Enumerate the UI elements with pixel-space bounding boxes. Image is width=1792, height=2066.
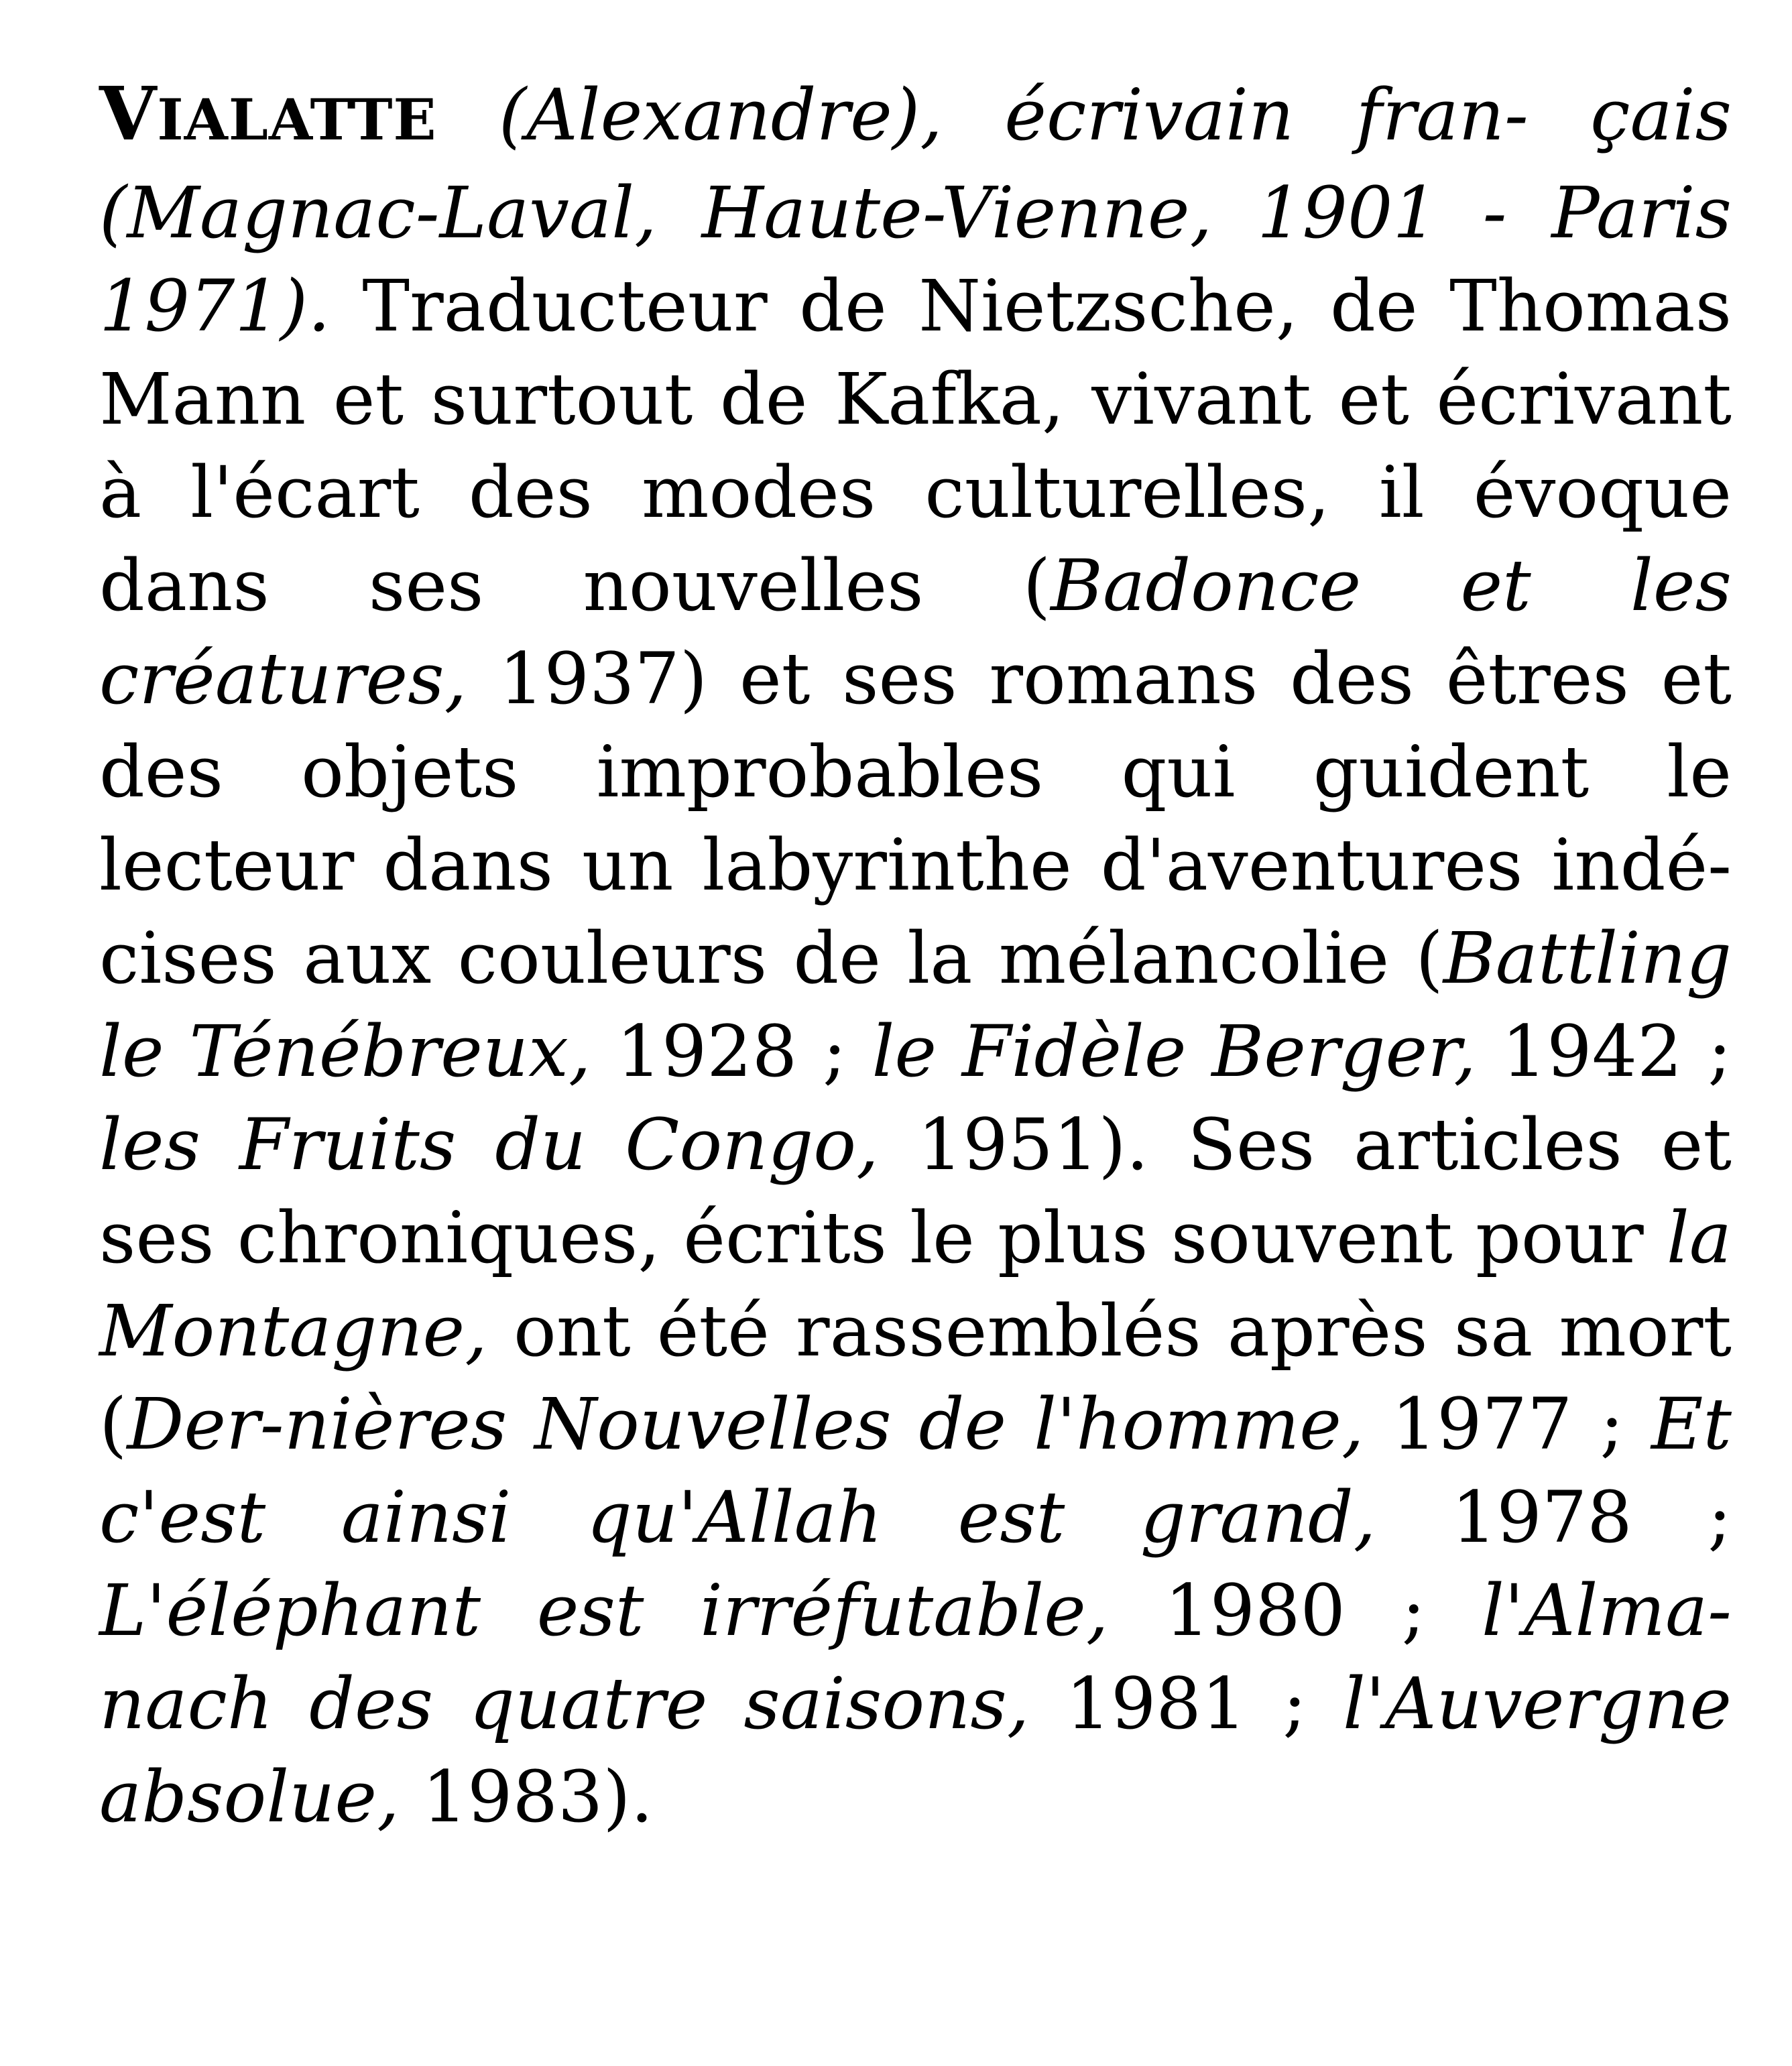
work-title: l'Auvergne absolue, xyxy=(99,1662,1732,1838)
body-text: 1928 ; xyxy=(591,1010,872,1093)
work-title: l'Alma-nach des quatre saisons, xyxy=(99,1569,1732,1745)
body-text: 1937) et ses romans des êtres et des objets improbables qui guident le lecteur dans un labyrinthe d'aventures indé-cises aux couleurs de la mélancolie ( xyxy=(99,637,1732,999)
work-title: Et c'est ainsi qu'Allah est grand, xyxy=(99,1383,1732,1559)
body-text: 1983). xyxy=(399,1756,654,1838)
body-text: 1978 ; xyxy=(1376,1476,1732,1559)
body-text: 1942 ; xyxy=(1476,1010,1732,1093)
body-text: 1980 ; xyxy=(1108,1569,1482,1652)
work-title: Badonce et les créatures, xyxy=(99,544,1732,720)
body-text: Traducteur de Nietzsche, de Thomas Mann et surtout de Kafka, vivant et écrivant à l'écart des modes culturelles, il évoque dans ses nouvelles ( xyxy=(99,265,1732,627)
body-text: 1981 ; xyxy=(1029,1662,1343,1745)
body-text: ont été rassemblés après sa mort ( xyxy=(99,1290,1732,1465)
work-title: L'éléphant est irréfutable, xyxy=(99,1569,1109,1652)
body-text: 1951). Ses articles et ses chroniques, écrits le plus souvent pour xyxy=(99,1103,1732,1279)
work-title: le Fidèle Berger, xyxy=(872,1010,1476,1093)
headword xyxy=(99,70,437,157)
life-dates: 1901 - Paris 1971). xyxy=(99,172,1732,347)
work-title: les Fruits du Congo, xyxy=(99,1103,879,1186)
work-title: Der-nières Nouvelles de l'homme, xyxy=(127,1383,1364,1465)
dictionary-entry xyxy=(99,67,1732,1843)
work-title: Battling le Ténébreux, xyxy=(99,917,1732,1093)
body-text: 1977 ; xyxy=(1364,1383,1652,1465)
nationality-birthplace: çais (Magnac-Laval, Haute-Vienne, xyxy=(99,74,1732,254)
newspaper-title: la Montagne, xyxy=(99,1197,1732,1372)
headword-initial: V xyxy=(99,70,158,157)
author-forename: (Alexandre), écrivain fran- xyxy=(498,74,1529,156)
headword-rest: IALATTE xyxy=(157,86,437,153)
